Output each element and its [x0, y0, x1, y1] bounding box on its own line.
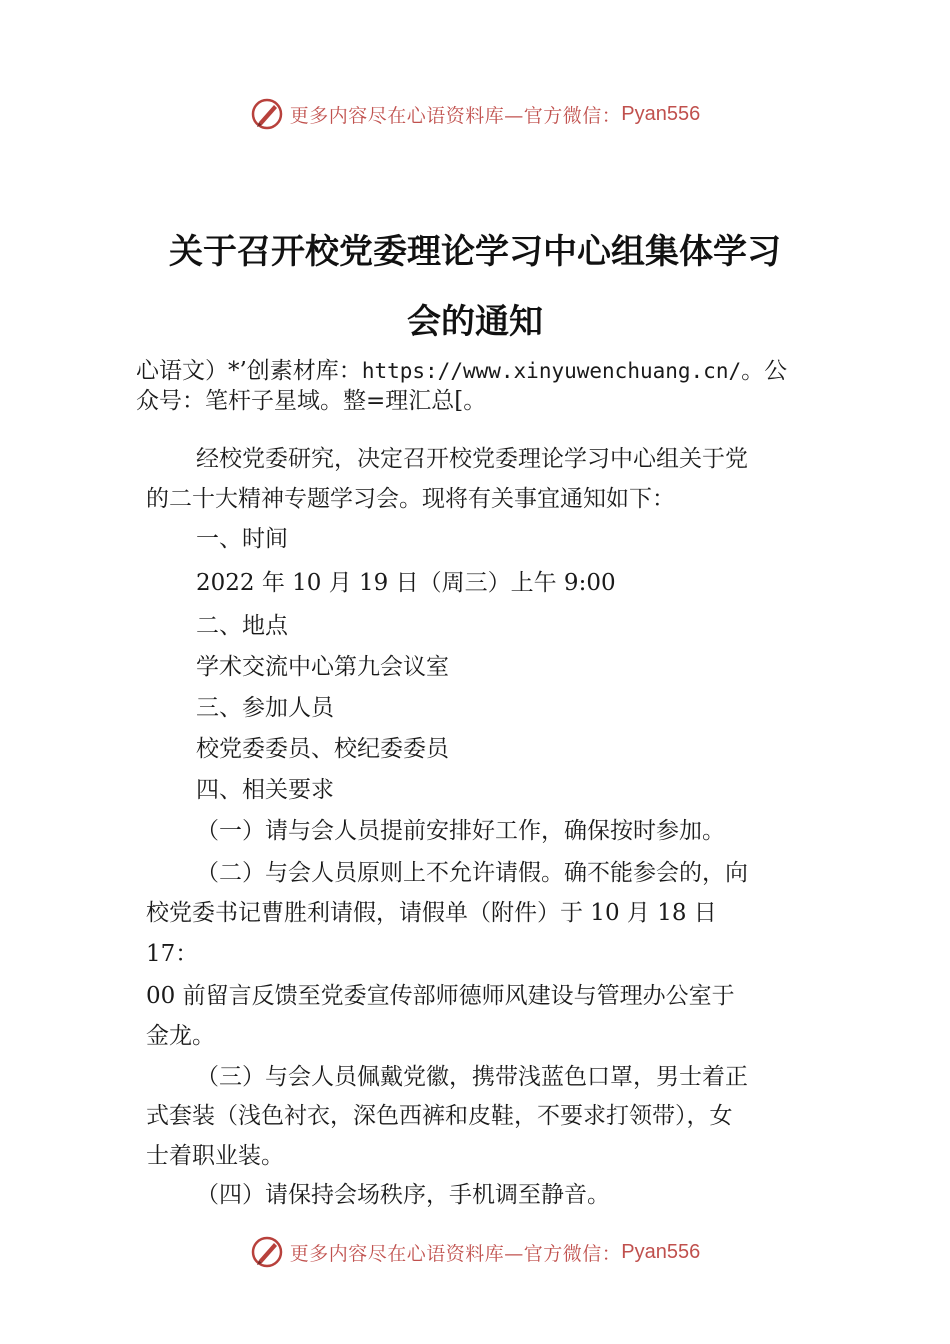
meeting-place: 学术交流中心第九会议室	[196, 654, 449, 680]
intro-line-1: 经校党委研究，决定召开校党委理论学习中心组关于党	[196, 446, 748, 472]
requirement-3-line-1: （三）与会人员佩戴党徽，携带浅蓝色口罩，男士着正	[196, 1064, 748, 1090]
pen-logo-icon	[250, 1235, 284, 1269]
source-note-line-1	[136, 356, 787, 386]
heading-requirements: 四、相关要求	[196, 777, 334, 803]
document-title-line-1: 关于召开校党委理论学习中心组集体学习	[169, 232, 781, 272]
heading-time: 一、时间	[196, 526, 288, 552]
intro-line-2: 的二十大精神专题学习会。现将有关事宜通知如下：	[146, 486, 675, 512]
banner-wechat-id: Pyan556	[621, 1240, 701, 1263]
requirement-1: （一）请与会人员提前安排好工作，确保按时参加。	[196, 818, 725, 844]
meeting-time: 2022 年 10 月 19 日（周三）上午 9:00	[196, 570, 616, 596]
footer-banner	[0, 1232, 950, 1272]
document-title-line-2: 会的通知	[407, 302, 543, 342]
source-note-suffix: 。公	[741, 358, 788, 384]
requirement-4: （四）请保持会场秩序，手机调至静音。	[196, 1182, 610, 1208]
banner-wechat-id: Pyan556	[621, 102, 701, 125]
requirement-3-line-3: 士着职业装。	[146, 1143, 284, 1169]
banner-text: 更多内容尽在心语资料库—官方微信：	[289, 1242, 622, 1265]
source-note-prefix: 心语文）*’创素材库：	[136, 358, 362, 384]
source-note-url: https://www.xinyuwenchuang.cn/	[361, 359, 742, 383]
requirement-2-line-5: 金龙。	[146, 1023, 215, 1049]
banner-text: 更多内容尽在心语资料库—官方微信：	[289, 104, 622, 127]
requirement-2-line-3: 17：	[146, 941, 199, 967]
header-banner	[0, 94, 950, 134]
requirement-2-line-4: 00 前留言反馈至党委宣传部师德师风建设与管理办公室于	[146, 983, 735, 1009]
source-note-line-2: 众号：笔杆子星域。整=理汇总[。	[136, 388, 487, 414]
attendees: 校党委委员、校纪委委员	[196, 736, 449, 762]
requirement-2-line-2: 校党委书记曹胜利请假，请假单（附件）于 10 月 18 日	[146, 900, 717, 926]
requirement-3-line-2: 式套装（浅色衬衣，深色西裤和皮鞋，不要求打领带），女	[146, 1103, 733, 1129]
heading-attendees: 三、参加人员	[196, 695, 334, 721]
pen-logo-icon	[250, 97, 284, 131]
heading-place: 二、地点	[196, 613, 288, 639]
requirement-2-line-1: （二）与会人员原则上不允许请假。确不能参会的，向	[196, 860, 748, 886]
